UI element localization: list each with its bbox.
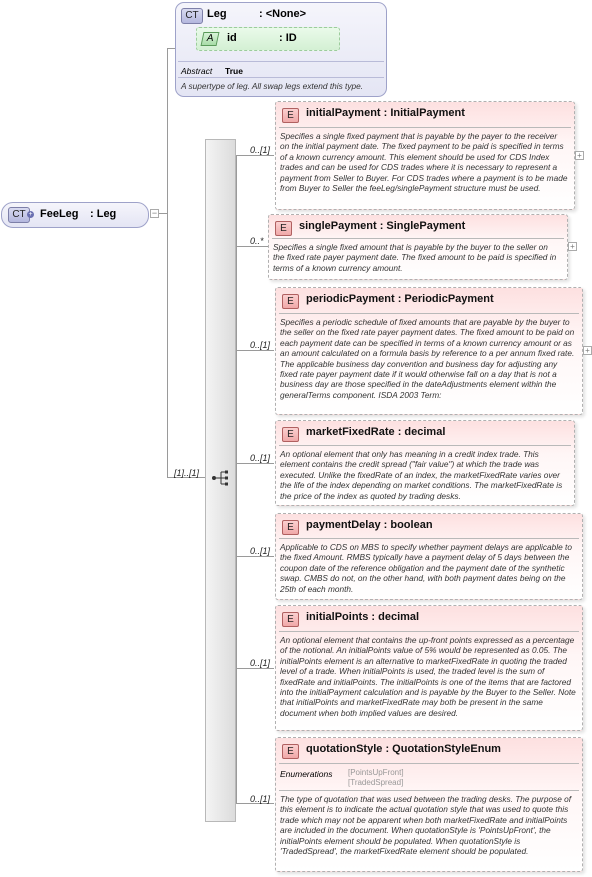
branch-line [236, 350, 274, 351]
element-title: paymentDelay : boolean [306, 519, 433, 531]
enumeration-value: [TradedSpread] [348, 778, 404, 787]
sequence-compositor-icon [211, 470, 231, 486]
element-periodic-payment[interactable] [275, 287, 583, 415]
separator [279, 127, 571, 128]
element-badge-label: E [280, 223, 287, 234]
element-initial-payment[interactable] [275, 101, 575, 210]
branch-line [236, 155, 274, 156]
separator [272, 238, 564, 239]
separator [279, 631, 579, 632]
element-badge [282, 520, 299, 535]
element-description: Specifies a single fixed amount that is payable by the buyer to the seller on the fixed rate payer payment date. The fixed amount to be paid is specified in terms of a known currency amount. [273, 242, 557, 273]
element-multiplicity: 0..[1] [250, 453, 271, 463]
root-name: FeeLeg [40, 208, 79, 220]
element-badge-label: E [287, 522, 294, 533]
base-type-type: : <None> [259, 8, 307, 20]
attribute-badge-label: A [205, 33, 215, 44]
element-description: An optional element that only has meaning in a credit index trade. This element contains the credit spread ("fair value") at which the trade was executed. Unlike the fixedRate of an index, the marketFixedRate varies over the life of the index depending on market conditions. The marketFixedRate is the price of the index as quoted by trading desks. [280, 449, 563, 501]
element-badge [282, 744, 299, 759]
element-description: Applicable to CDS on MBS to specify whether payment delays are applicable to the fixed Amount. RMBS typically have a payment delay of 5 days between the coupon date of the reference obligation and the payment date of the synthetic swap. CMBS do not, on the other hand, with both payment dates being on the 25th of each month. [280, 542, 572, 594]
element-title: initialPoints : decimal [306, 611, 420, 623]
element-badge [282, 108, 299, 123]
attribute-type: : ID [279, 32, 297, 44]
element-initial-points[interactable] [275, 605, 583, 731]
element-badge [275, 221, 292, 236]
expand-toggle[interactable]: + [583, 346, 592, 355]
branch-line [236, 556, 274, 557]
trunk-line [167, 48, 168, 478]
branch-line [236, 155, 237, 803]
separator [279, 763, 579, 764]
element-badge-label: E [287, 296, 294, 307]
element-title: quotationStyle : QuotationStyleEnum [306, 743, 501, 755]
element-badge [282, 294, 299, 309]
attribute-row[interactable] [196, 27, 340, 51]
base-type-box[interactable] [175, 2, 387, 97]
enumeration-value: [PointsUpFront] [348, 768, 404, 777]
element-multiplicity: 0..* [250, 236, 264, 246]
sequence-multiplicity: [1]..[1] [174, 468, 200, 478]
expand-toggle[interactable]: + [575, 151, 584, 160]
separator [279, 790, 579, 791]
expand-toggle[interactable]: + [568, 242, 577, 251]
element-multiplicity: 0..[1] [250, 658, 271, 668]
collapse-toggle[interactable]: − [151, 208, 158, 218]
enumerations-label: Enumerations [280, 769, 333, 779]
branch-line [236, 668, 274, 669]
base-type-description: A supertype of leg. All swap legs extend this type. [181, 81, 364, 91]
ct-badge-label: CT [12, 209, 26, 220]
separator [178, 77, 384, 78]
element-multiplicity: 0..[1] [250, 794, 271, 804]
element-multiplicity: 0..[1] [250, 340, 271, 350]
attribute-badge [201, 32, 220, 46]
root-type: : Leg [90, 208, 117, 220]
element-description: The type of quotation that was used between the trading desks. The purpose of this element is to indicate the actual quotation style that was used to quote this trade which may not be apparent when both marketFixedRate and initialPoints are included in the document. When quotationStyle is 'PointsUpFront', the initialPoints element should be populated. When quotationStyle is 'TradedSpread', the marketFixedRate element should be populated. [280, 794, 572, 857]
element-badge [282, 427, 299, 442]
element-payment-delay[interactable] [275, 513, 583, 600]
element-badge-label: E [287, 746, 294, 757]
branch-line [236, 246, 268, 247]
plus-circle-icon: + [28, 211, 33, 218]
root-complex-type[interactable] [1, 202, 149, 228]
base-type-name: Leg [207, 8, 227, 20]
complex-type-badge [181, 8, 203, 24]
abstract-label: Abstract [181, 66, 213, 76]
element-title: singlePayment : SinglePayment [299, 220, 466, 232]
element-badge-label: E [287, 110, 294, 121]
element-quotation-style[interactable] [275, 737, 583, 872]
element-description: An optional element that contains the up-front points expressed as a percentage of the notional. An initialPoints value of 5% would be represented as 0.05. The initialPoints element is an alternative to marketFixedRate in quoting the traded level of a trade. When initialPoints is used, the traded level is the sum of fixedRate and initialPoints. The initialPoints is one of the items that are factored into the initialPayment calculation and is payable by the Buyer to the Seller. Note that initialPoints and marketFixedRate may both be present in the same document when both implied values are desired. [280, 635, 576, 718]
attribute-name: id [227, 32, 237, 44]
branch-line [236, 463, 274, 464]
abstract-value: True [225, 66, 243, 76]
separator [279, 445, 571, 446]
element-single-payment[interactable] [268, 214, 568, 280]
element-badge-label: E [287, 429, 294, 440]
element-badge [282, 612, 299, 627]
element-market-fixed-rate[interactable] [275, 420, 575, 506]
ct-badge-label: CT [185, 10, 199, 21]
element-title: initialPayment : InitialPayment [306, 107, 465, 119]
element-multiplicity: 0..[1] [250, 546, 271, 556]
element-description: Specifies a periodic schedule of fixed amounts that are payable by the buyer to the seller on the fixed rate payer payment dates. The fixed amount to be paid on each payment date can be specified in terms of a known currency amount or as an amount calculated on a formula basis by reference to a per annum fixed rate. The applicable business day convention and business day for adjusting any fixed rate payer payment date if it would otherwise fall on a day that is not a business day are those specified in the dateAdjustments element within the generalTerms component. ISDA 2003 Term: [280, 317, 575, 400]
separator [279, 538, 579, 539]
separator [178, 61, 384, 62]
element-description: Specifies a single fixed payment that is payable by the payer to the receiver on the initial payment date. The fixed payment to be paid is specified in terms of a known currency amount. This element should be used for CDS Index trades and can be used for CDS trades where it is necessary to represent a payment from Seller to Buyer. For CDS trades where a payment is to be made from Buyer to Seller the feeLeg/singlePayment structure must be used. [280, 131, 568, 194]
separator [279, 313, 579, 314]
element-title: periodicPayment : PeriodicPayment [306, 293, 494, 305]
element-badge-label: E [287, 614, 294, 625]
element-multiplicity: 0..[1] [250, 145, 271, 155]
element-title: marketFixedRate : decimal [306, 426, 446, 438]
